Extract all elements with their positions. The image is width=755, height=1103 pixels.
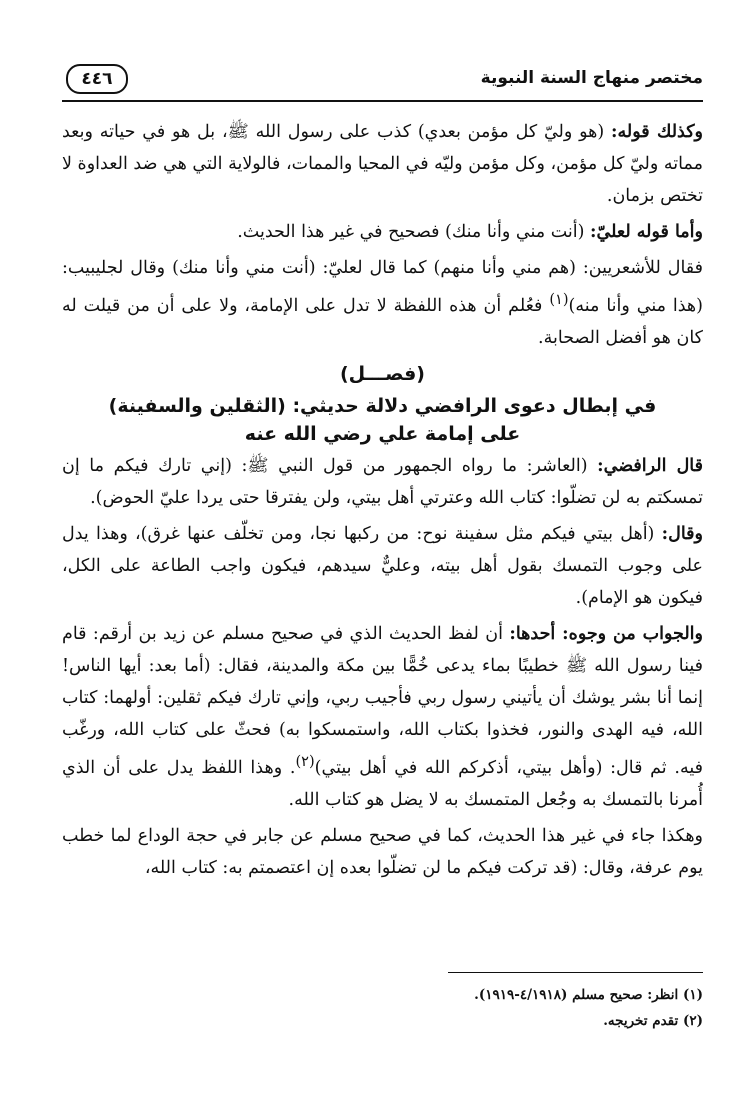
paragraph-text: وهكذا جاء في غير هذا الحديث، كما في صحيح مسلم عن جابر في حجة الوداع لما خطب يوم عرفة، وقال: (قد تركت فيكم ما لن تضلّوا بعده إن اعتصمتم به: كتاب الله، (62, 825, 703, 878)
paragraph-text: فعُلم أن هذه اللفظة لا تدل على الإمامة، ولا على أن من قيلت له كان هو أفضل الصحابة. (62, 295, 703, 348)
paragraph-text: (هو وليّ كل مؤمن بعدي) كذب على رسول الله ﷺ، بل هو في حياته وبعد مماته وليّ كل مؤمن، وكل مؤمن وليّه في المحيا والممات، فالولاية التي هي ضد العداوة لا تختص بزمان. (62, 122, 703, 206)
footnotes (62, 982, 703, 1034)
paragraph-text: أن لفظ الحديث الذي في صحيح مسلم عن زيد بن أرقم: قام فينا رسول الله ﷺ خطيبًا بماء يدعى خُمًّا بين مكة والمدينة، فقال: (أما بعد: أيها الناس! إنما أنا بشر يوشك أن يأتيني رسول ربي فأجيب ربي، وإني تارك فيكم ثقلين: أولهما: كتاب الله، فيه الهدى والنور، فخذوا بكتاب الله، واستمسكوا به) فحثّ على كتاب الله، ورغّب فيه. ثم قال: (وأهل بيتي، أذكركم الله في أهل بيتي) (62, 623, 703, 778)
book-title: مختصر منهاج السنة النبوية (480, 68, 703, 88)
running-header (62, 60, 703, 102)
paragraph-lead: وأما قوله لعليّ: (590, 222, 703, 242)
paragraph-5 (62, 518, 703, 614)
paragraph-7 (62, 820, 703, 884)
footnote-divider (448, 972, 703, 973)
paragraph-text: . وهذا اللفظ يدل على أن الذي أُمرنا بالتمسك به وجُعل المتمسك به لا يضل هو كتاب الله. (62, 757, 703, 810)
section-title-line-1: في إبطال دعوى الرافضي دلالة حديثي: (الثقلين والسفينة) (108, 394, 657, 417)
paragraph-2 (62, 216, 703, 248)
paragraph-text: (أهل بيتي فيكم مثل سفينة نوح: من ركبها نجا، ومن تخلّف عنها غرق)، وهذا يدل على وجوب التمسك بقول أهل بيته، وعليٌّ سيدهم، فيكون واجب الطاعة على الكل، فيكون هو الإمام). (62, 523, 703, 608)
paragraph-text: (العاشر: ما رواه الجمهور من قول النبي ﷺ: (إني تارك فيكم ما إن تمسكتم به لن تضلّوا: كتاب الله وعترتي أهل بيتي، ولن يفترقا حتى يردا عليّ الحوض). (62, 455, 703, 508)
section-title-line-2: على إمامة علي رضي الله عنه (244, 422, 521, 445)
section-heading (62, 360, 703, 448)
page-number-badge: ٤٤٦ (66, 64, 128, 94)
paragraph-lead: وقال: (661, 523, 703, 544)
paragraph-text: فقال للأشعريين: (هم مني وأنا منهم) كما قال لعليّ: (أنت مني وأنا منك) وقال لجليبيب: (هذا مني وأنا منه) (62, 258, 703, 316)
paragraph-lead: والجواب من وجوه: أحدها: (509, 623, 703, 644)
footnote-ref: (٢) (295, 752, 315, 770)
paragraph-6 (62, 618, 703, 816)
footnote-ref: (١) (549, 291, 569, 308)
section-label: (فصـــل) (340, 362, 425, 385)
paragraph-4 (62, 450, 703, 514)
paragraph-1 (62, 116, 703, 212)
footnote-2: (٢) تقدم تخريجه. (603, 1013, 703, 1029)
main-text (62, 116, 703, 884)
paragraph-text: (أنت مني وأنا منك) فصحيح في غير هذا الحديث. (237, 222, 591, 242)
book-page (62, 60, 703, 1029)
paragraph-3 (62, 252, 703, 354)
footnote-1: (١) انظر: صحيح مسلم (٤/١٩١٨-١٩١٩). (474, 987, 703, 1003)
paragraph-lead: وكذلك قوله: (611, 122, 703, 142)
paragraph-lead: قال الرافضي: (597, 455, 703, 476)
